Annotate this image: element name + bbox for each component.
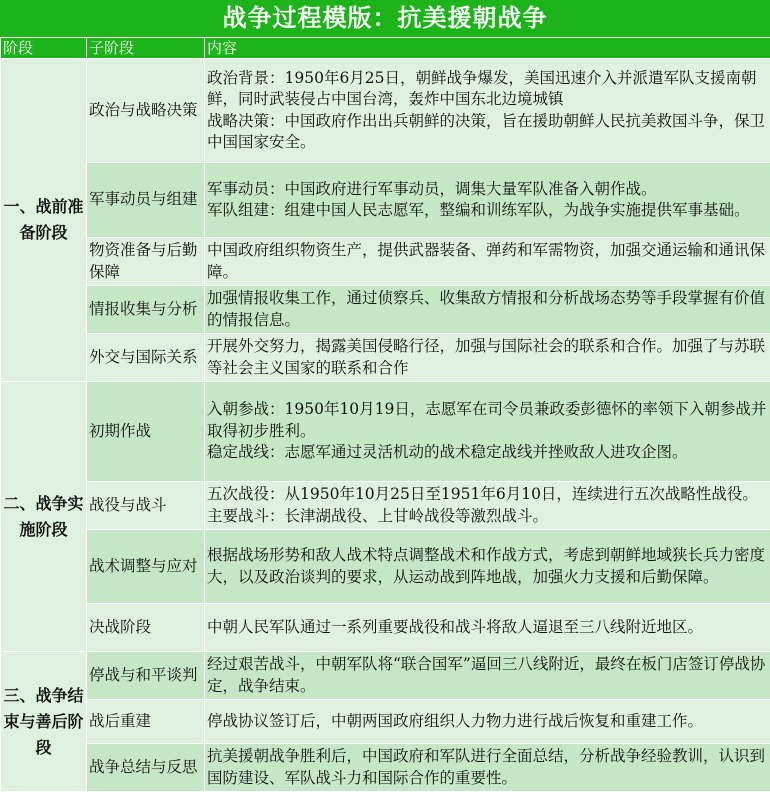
war-process-table bbox=[0, 37, 770, 792]
content-cell bbox=[205, 286, 770, 334]
table-row bbox=[1, 286, 770, 334]
substage-cell: 战后重建 bbox=[87, 700, 205, 744]
page-title: 战争过程模版：抗美援朝战争 bbox=[0, 0, 770, 37]
substage-cell: 物资准备与后勤保障 bbox=[87, 238, 205, 286]
substage-cell: 停战与和平谈判 bbox=[87, 652, 205, 700]
table-row bbox=[1, 530, 770, 604]
content-cell bbox=[205, 744, 770, 792]
table-row bbox=[1, 382, 770, 482]
substage-cell: 外交与国际关系 bbox=[87, 334, 205, 382]
content-cell bbox=[205, 238, 770, 286]
content-cell bbox=[205, 334, 770, 382]
table-row bbox=[1, 700, 770, 744]
content-cell bbox=[205, 163, 770, 238]
header-substage: 子阶段 bbox=[87, 38, 205, 59]
stage-cell-ending: 三、战争结束与善后阶段 bbox=[1, 652, 87, 792]
content-cell bbox=[205, 382, 770, 482]
content-cell bbox=[205, 530, 770, 604]
content-cell bbox=[205, 59, 770, 163]
content-line: 中国政府组织物资生产，提供武器装备、弹药和军需物资，加强交通运输和通讯保障。 bbox=[207, 240, 768, 283]
content-line: 加强情报收集工作，通过侦察兵、收集敌方情报和分析战场态势等手段掌握有价值的情报信息。 bbox=[207, 288, 768, 331]
stage-cell-implementation: 二、战争实施阶段 bbox=[1, 382, 87, 652]
table-row bbox=[1, 238, 770, 286]
content-line: 战略决策：中国政府作出出兵朝鲜的决策，旨在援助朝鲜人民抗美救国斗争，保卫中国国家安全。 bbox=[207, 111, 768, 154]
content-cell bbox=[205, 700, 770, 744]
substage-cell: 军事动员与组建 bbox=[87, 163, 205, 238]
substage-cell: 战争总结与反思 bbox=[87, 744, 205, 792]
content-line: 军事动员：中国政府进行军事动员，调集大量军队准备入朝作战。 bbox=[207, 179, 768, 201]
substage-cell: 战役与战斗 bbox=[87, 482, 205, 530]
content-cell bbox=[205, 482, 770, 530]
content-cell bbox=[205, 652, 770, 700]
content-line: 五次战役：从1950年10月25日至1951年6月10日，连续进行五次战略性战役。主要战斗：长津湖战役、上甘岭战役等激烈战斗。 bbox=[207, 484, 768, 527]
table-row bbox=[1, 334, 770, 382]
table-row bbox=[1, 59, 770, 163]
header-content: 内容 bbox=[205, 38, 770, 59]
table-header-row bbox=[1, 38, 770, 59]
stage-cell-preparation: 一、战前准备阶段 bbox=[1, 59, 87, 382]
content-line: 开展外交努力，揭露美国侵略行径，加强与国际社会的联系和合作。加强了与苏联等社会主义国家的联系和合作 bbox=[207, 336, 768, 379]
table-row bbox=[1, 163, 770, 238]
substage-cell: 初期作战 bbox=[87, 382, 205, 482]
content-line: 经过艰苦战斗，中朝军队将“联合国军”逼回三八线附近，最终在板门店签订停战协定，战争结束。 bbox=[207, 654, 768, 697]
content-line: 政治背景：1950年6月25日，朝鲜战争爆发，美国迅速介入并派遣军队支援南朝鲜，同时武装侵占中国台湾，轰炸中国东北边境城镇 bbox=[207, 68, 768, 111]
content-line: 停战协议签订后，中朝两国政府组织人力物力进行战后恢复和重建工作。 bbox=[207, 711, 768, 733]
content-line: 根据战场形势和敌人战术特点调整战术和作战方式，考虑到朝鲜地域狭长兵力密度大，以及政治谈判的要求，从运动战到阵地战，加强火力支援和后勤保障。 bbox=[207, 545, 768, 588]
content-cell bbox=[205, 604, 770, 652]
substage-cell: 战术调整与应对 bbox=[87, 530, 205, 604]
header-stage: 阶段 bbox=[1, 38, 87, 59]
table-row bbox=[1, 482, 770, 530]
table-row bbox=[1, 744, 770, 792]
content-line: 抗美援朝战争胜利后，中国政府和军队进行全面总结，分析战争经验教训，认识到国防建设、军队战斗力和国际合作的重要性。 bbox=[207, 746, 768, 789]
substage-cell: 政治与战略决策 bbox=[87, 59, 205, 163]
content-line: 中朝人民军队通过一系列重要战役和战斗将敌人逼退至三八线附近地区。 bbox=[207, 617, 768, 639]
table-row bbox=[1, 604, 770, 652]
substage-cell: 情报收集与分析 bbox=[87, 286, 205, 334]
table-row bbox=[1, 652, 770, 700]
content-line: 入朝参战：1950年10月19日，志愿军在司令员兼政委彭德怀的率领下入朝参战并取得初步胜利。 bbox=[207, 399, 768, 442]
content-line: 军队组建：组建中国人民志愿军，整编和训练军队，为战争实施提供军事基础。 bbox=[207, 200, 768, 222]
content-line: 稳定战线：志愿军通过灵活机动的战术稳定战线并挫败敌人进攻企图。 bbox=[207, 442, 768, 464]
substage-cell: 决战阶段 bbox=[87, 604, 205, 652]
